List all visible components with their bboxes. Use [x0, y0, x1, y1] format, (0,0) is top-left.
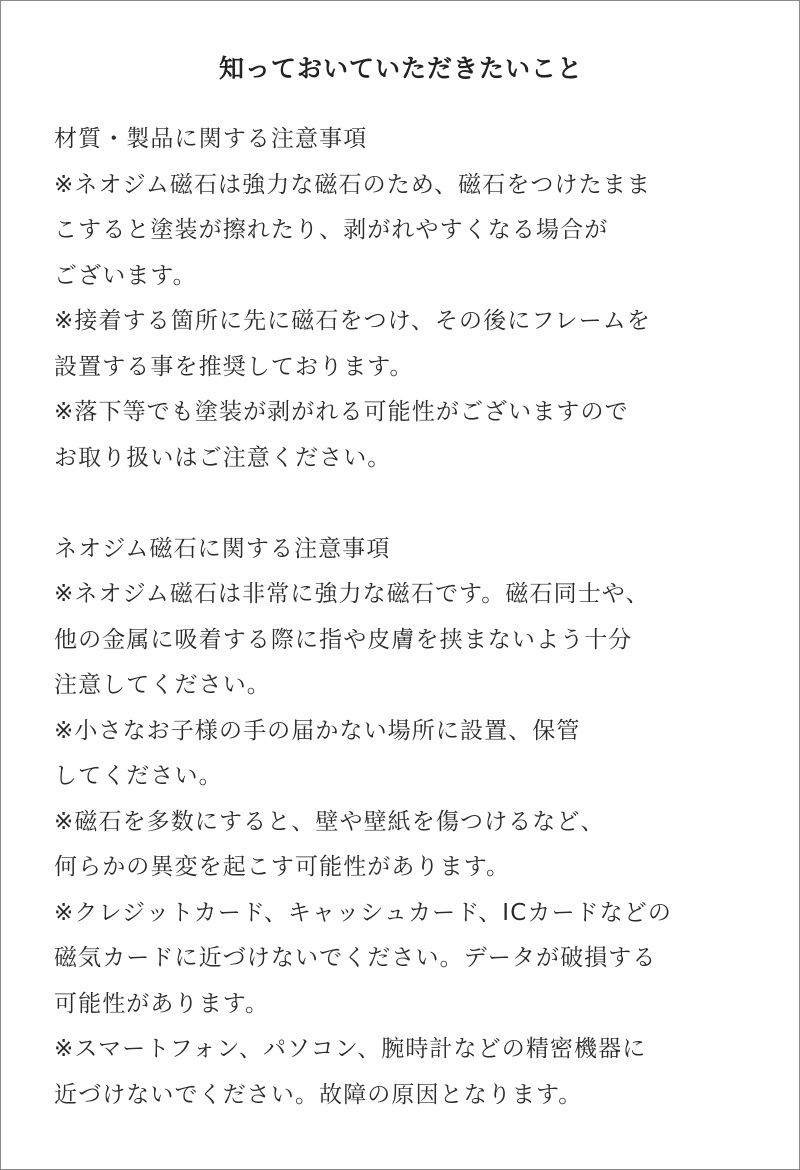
- page-title: 知っておいていただきたいこと: [218, 54, 583, 83]
- notice-line: ※小さなお子様の手の届かない場所に設置、保管: [54, 717, 581, 744]
- section-divider-space: [54, 481, 774, 527]
- notice-line: 何らかの異変を起こす可能性があります。: [54, 854, 511, 880]
- notice-line: 設置する事を推奨しております。: [54, 353, 414, 380]
- notice-line: 注意してください。: [54, 672, 271, 698]
- section-heading-materials: 材質・製品に関する注意事項: [54, 126, 368, 152]
- notice-line: こすると塗装が擦れたり、剥がれやすくなる場合が: [54, 217, 609, 243]
- notice-line: 近づけないでください。故障の原因となります。: [54, 1081, 583, 1108]
- notice-line: ※スマートフォン、パソコン、腕時計などの精密機器に: [54, 1036, 647, 1062]
- notice-line: ございます。: [54, 262, 197, 289]
- notice-line: ※落下等でも塗装が剥がれる可能性がございますので: [54, 399, 629, 425]
- notice-content: [54, 117, 774, 1118]
- notice-line: お取り扱いはご注意ください。: [54, 444, 392, 471]
- notice-line: ※ネオジム磁石は強力な磁石のため、磁石をつけたまま: [54, 171, 651, 198]
- notice-line: 他の金属に吸着する際に指や皮膚を挟まないよう十分: [54, 626, 633, 653]
- section-heading-magnets: ネオジム磁石に関する注意事項: [54, 535, 391, 562]
- notice-line: ※磁石を多数にすると、壁や壁紙を傷つけるなど、: [54, 808, 605, 835]
- notice-line: 可能性があります。: [54, 990, 270, 1017]
- notice-line: ※接着する箇所に先に磁石をつけ、その後にフレームを: [54, 308, 651, 334]
- notice-line: 磁気カードに近づけないでください。データが破損する: [54, 945, 657, 971]
- notice-line: ※ネオジム磁石は非常に強力な磁石です。磁石同士や、: [54, 581, 650, 607]
- notice-line: してください。: [54, 763, 223, 789]
- notice-line: ※クレジットカード、キャッシュカード、ICカードなどの: [54, 899, 672, 926]
